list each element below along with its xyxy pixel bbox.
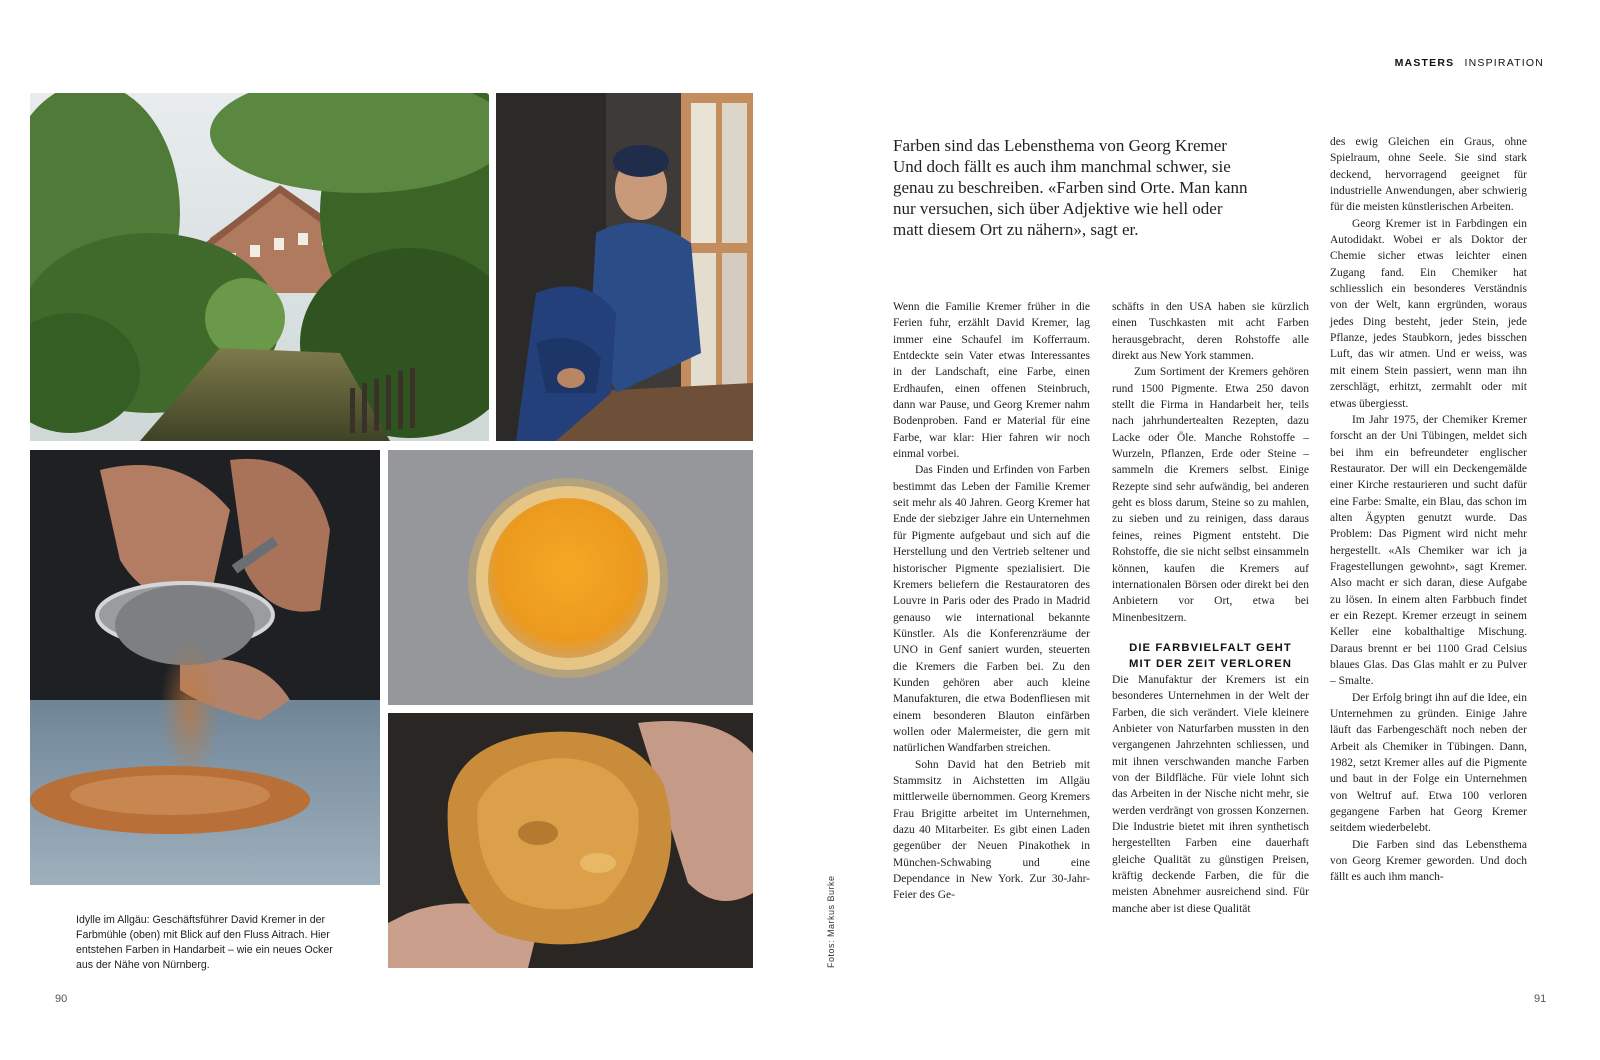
sieving-pigment-photo (30, 450, 380, 885)
paragraph: des ewig Gleichen ein Graus, ohne Spielraum, ohne Seele. Sie sind stark deckend, hervorragend geeignet für industrielle Anwendungen, aber schwierig für die meisten künstlerischen Arbeiten. (1330, 136, 1527, 214)
paragraph: schäfts in den USA haben sie kürzlich einen Tuschkasten mit acht Farben herausgebracht, deren Rohstoffe alle direkt aus New York stammen. (1112, 301, 1309, 363)
running-header (1380, 57, 1544, 69)
section-label: MASTERS (1394, 57, 1455, 69)
paragraph: Zum Sortiment der Kremers gehören rund 1500 Pigmente. Etwa 250 davon stellt die Firma in Handarbeit her, teils nach jahrhundertealten Rezepten, dazu Lacke oder Öle. Manche Rohstoffe – Wurzeln, Pflanzen, Erde oder Steine – sammeln die Kremers selbst. Einige Rezepte sind sehr aufwändig, bei anderen geht es bloss darum, Steine so zu mahlen, zu sieben und zu reinigen, dass daraus feines, reines Pigment entsteht. Die Rohstoffe, die sie nicht selbst einsammeln können, kaufen die Kremers auf internationalen Börsen oder direkt bei den Anbietern vor Ort, etwa bei Minenbesitzern. (1112, 366, 1309, 624)
paragraph: Wenn die Familie Kremer früher in die Ferien fuhr, erzählt David Kremer, lag immer eine Schaufel im Kofferraum. Entdeckte sein Vater etwas Interessantes in der Landschaft, eine Farbe, einen Erdhaufen, einen offenen Steinbruch, dann war Pause, und Georg Kremer nahm Bodenproben. Fand er Material für eine Farbe, war klar: Hier fahren wir noch einmal vorbei. (893, 301, 1090, 461)
article-lede: Farben sind das Lebensthema von Georg Kremer Und doch fällt es auch ihm manchmal schwer, sie genau zu beschreiben. «Farben sind Orte. Man kann nur versuchen, sich über Adjektive wie hell oder matt diesem Ort zu nähern», sagt er. (893, 136, 1248, 239)
paragraph: Im Jahr 1975, der Chemiker Kremer forscht an der Uni Tübingen, meldet sich bei ihm ein befreundeter englischer Restaurator. Der will ein Deckengemälde einer Kirche restaurieren und sucht dafür eine Farbe: Smalte, ein Blau, das schon im alten Ägypten genutzt wurde. Das Problem: Das Pigment wird nicht mehr hergestellt. «Als Chemiker war ich ja Fragestellungen gewohnt», sagt Kremer. Also macht er sich daran, diese Aufgabe zu lösen. In einem alten Farbbuch findet er ein Rezept. Kremer erzeugt in seinem Keller eine kobalthaltige Mischung. Daraus brennt er bei 1100 Grad Celsius blaues Glas. Das Glas mahlt er zu Pulver – Smalte. (1330, 413, 1527, 688)
paragraph: Sohn David hat den Betrieb mit Stammsitz in Aichstetten im Allgäu mittlerweile übernommen. Georg Kremers Frau Brigitte arbeitet im Unternehmen, dazu 40 Mitarbeiter. Es gibt einen Laden gegenüber der Neuen Pinakothek in München-Schwabing und eine Dependance in New York. Zur 30-Jahr-Feier des Ge- (893, 758, 1090, 902)
page-number-right: 91 (1534, 993, 1547, 1005)
subheading-line: MIT DER ZEIT VERLOREN (1128, 657, 1293, 670)
text-column-2 (1112, 299, 1309, 977)
man-at-window-photo (496, 93, 753, 441)
paragraph: Die Manufaktur der Kremers ist ein besonderes Unternehmen in der Welt der Farben, die sich verändert. Viele kleinere Anbieter von Naturfarben mussten in den vergangenen Jahrzehnten schliessen, und mit ihnen verschwanden manche Farben von der Bildfläche. Für viele lohnt sich das Arbeiten in der Nische nicht mehr, sie werden verdrängt von grossen Konzernen. Die Industrie bietet mit ihren synthetisch hergestellten Farben eine dauerhaft gleiche Qualität zu günstigen Preisen, kräftig deckende Farben, die für die meisten Abnehmer ausreichend sind. Für manche aber ist diese Qualität (1112, 673, 1309, 915)
text-column-3 (1330, 134, 1527, 977)
paragraph: Die Farben sind das Lebensthema von Georg Kremer geworden. Und doch fällt es auch ihm manch- (1330, 838, 1527, 884)
river-village-photo (30, 93, 489, 441)
photo-credit: Fotos: Markus Burke (826, 875, 836, 968)
paragraph: Das Finden und Erfinden von Farben bestimmt das Leben der Familie Kremer seit mehr als 40 Jahren. Georg Kremer hat Ende der siebziger Jahre ein Unternehmen für Pigmente aufgebaut und sich auf die Herstellung und den Vertrieb seltener und historischer Pigmente spezialisiert. Die Kremers beliefern die Restauratoren des Louvre in Paris oder des Prado in Madrid genauso wie international bekannte Künstler. Als die Konferenzräume der UNO in Genf saniert wurden, steuerten die Kremers die Farben bei. Zu den Kunden gehören aber auch kleine Manufakturen, die etwa Bodenfliesen mit einem besonderen Blauton einfärben wollen oder Malermeister, die gern mit natürlichen Wandfarben streichen. (893, 464, 1090, 755)
page-number-left: 90 (55, 993, 68, 1005)
photo-caption: Idylle im Allgäu: Geschäftsführer David Kremer in der Farbmühle (oben) mit Blick auf den Fluss Aitrach. Hier entstehen Farben in Handarbeit – wie ein neues Ocker aus der Nähe von Nürnberg. (76, 914, 333, 971)
subheading (1112, 640, 1309, 672)
yellow-pigment-jar-photo (388, 450, 753, 705)
text-column-1 (893, 299, 1090, 977)
ochre-stone-photo (388, 713, 753, 968)
paragraph: Der Erfolg bringt ihn auf die Idee, ein Unternehmen zu gründen. Einige Jahre läuft das Farbengeschäft noch neben der Arbeit als Chemiker in Tübingen. Dann, 1982, setzt Kremer alles auf die Pigmente und baut in der Folge ein Unternehmen von Weltruf auf. Etwa 100 verloren gegangene Farben hat Georg Kremer seitdem wiederbelebt. (1330, 691, 1527, 835)
paragraph: Georg Kremer ist in Farbdingen ein Autodidakt. Wobei er als Doktor der Chemie sicher etwas leichter einen Zugang fand. Ein Chemiker hat schliesslich ein besonderes Verständnis von der Welt, kann ergründen, woraus jedes Ding besteht, jeder Stein, jede Pflanze, jedes Staubkorn, jedes bisschen Luft, das wir atmen. Und er weiss, was mit einem Stein passiert, wenn man ihn zerschlägt, erhitzt, zermahlt oder mit etwas übergiesst. (1330, 217, 1527, 410)
subsection-label: INSPIRATION (1464, 57, 1544, 69)
subheading-line: DIE FARBVIELFALT GEHT (1129, 641, 1292, 654)
